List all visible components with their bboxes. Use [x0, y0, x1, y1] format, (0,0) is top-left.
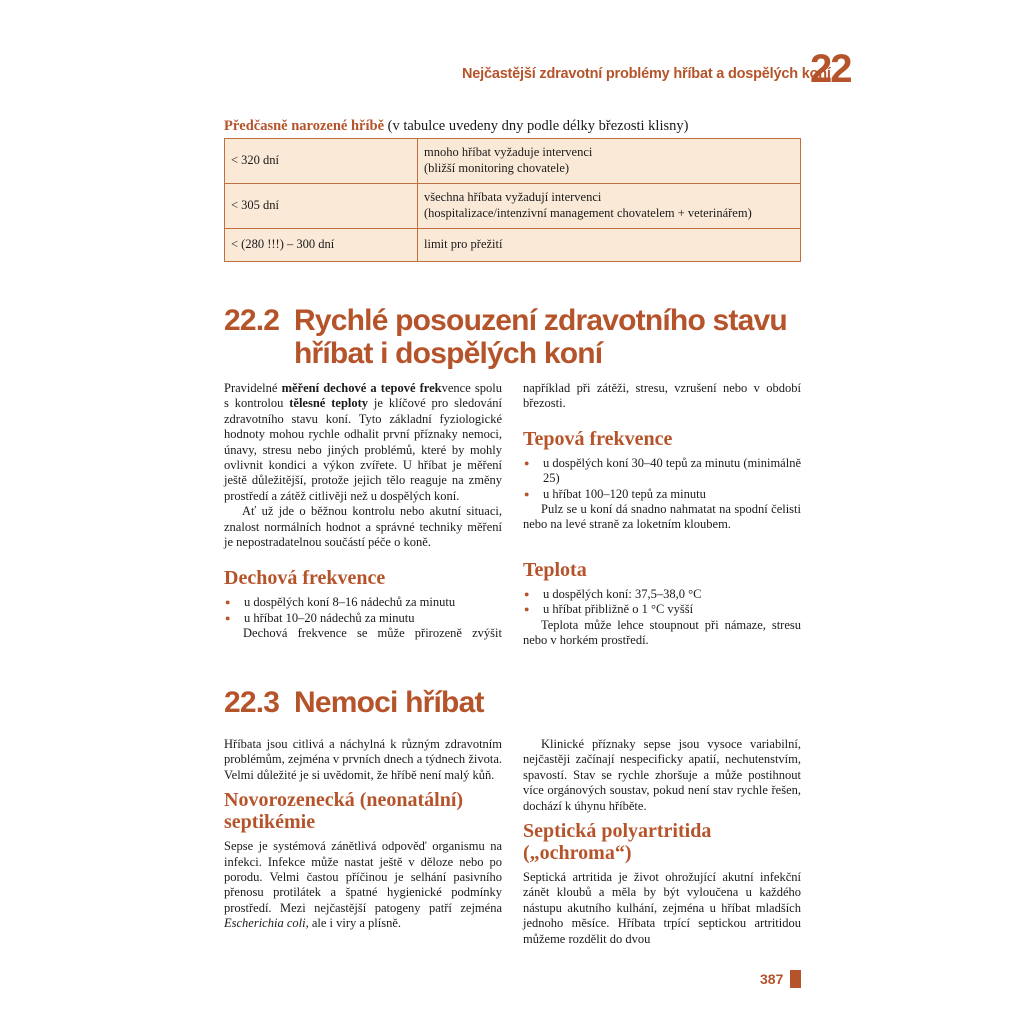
polyarthritis-paragraph: Septická artritida je život ohrožující akutní infekční zánět kloubů a měla by být vyloučena u každého nástupu akutního kulhání, zejména u hříbat mladších jednoho měsíce. Hříbata trpící septickou artritidou můžeme rozdělit do dvou — [523, 870, 801, 946]
table-cell-term: < (280 !!!) – 300 dní — [225, 229, 418, 262]
list-item: ● u hříbat 100–120 tepů za minutu — [523, 487, 801, 502]
subheading-sepsis: Novorozenecká (neonatální) septikémie — [224, 789, 464, 834]
list-item: ● u hříbat přibližně o 1 °C vyšší — [523, 602, 801, 617]
table-caption — [224, 118, 688, 135]
temperature-list — [523, 587, 801, 618]
table-cell-term: < 320 dní — [225, 139, 418, 184]
paragraph: Ať už jde o běžnou kontrolu nebo akutní situaci, znalost normálních hodnot a správné techniky měření je nepostradatelnou součástí péče o koně. — [224, 504, 502, 550]
temperature-note: Teplota může lehce stoupnout při námaze, stresu nebo v horkém prostředí. — [523, 617, 801, 648]
page-number: 387 — [760, 971, 784, 987]
table-cell-description: všechna hříbata vyžadují intervenci (hospitalizace/intenzivní management chovatelem + veterinářem) — [418, 184, 801, 229]
subheading-temperature: Teplota — [523, 558, 587, 581]
right-column-22-3 — [523, 737, 801, 947]
list-item: ● u dospělých koní: 37,5–38,0 °C — [523, 587, 801, 602]
left-column-22-2 — [224, 381, 502, 642]
chapter-number: 22 — [810, 47, 851, 91]
list-item: ● u dospělých koní 8–16 nádechů za minutu — [224, 595, 502, 610]
table-caption-bold: Předčasně narozené hříbě — [224, 118, 385, 134]
continuation-paragraph: například při zátěži, stresu, vzrušení nebo v období březosti. — [523, 381, 801, 411]
table-cell-term: < 305 dní — [225, 184, 418, 229]
premature-foal-table — [224, 138, 801, 262]
table-cell-description: limit pro přežití — [418, 229, 801, 262]
intro-paragraph: Hříbata jsou citlivá a náchylná k různým zdravotním problémům, zejména v prvních dnech a týdnech života. Velmi důležité je si uvědomit, že hříbě není malý kůň. — [224, 737, 502, 782]
section-title-line1: Rychlé posouzení zdravotního stavu — [294, 304, 787, 337]
clinical-signs-paragraph: Klinické příznaky sepse jsou vysoce variabilní, nejčastěji začínají nespecificky apatií, nechutenstvím, spavostí. Stav se rychle zhoršuje a může postihnout více orgánových soustav, pokud není stav rychle řešen, dochází k úhynu hříběte. — [523, 737, 801, 813]
left-column-22-3 — [224, 737, 502, 932]
pulse-note: Pulz se u koní dá snadno nahmatat na spodní čelisti nebo na levé straně za loketním kloubem. — [523, 502, 801, 532]
section-heading-22-3 — [224, 686, 484, 719]
section-heading-22-2 — [224, 304, 787, 370]
section-number: 22.3 — [224, 686, 280, 719]
sepsis-paragraph: Sepse je systémová zánětlivá odpověď organismu na infekci. Infekce může nastat ještě v děloze nebo po porodu. Velmi častou příčinou je selhání pasivního přenosu protilátek a špatné hygienické podmínky prostředí. Mezi nejčastější patogeny patří zejména Escherichia coli, ale i viry a plísně. — [224, 839, 502, 931]
subheading-breathing: Dechová frekvence — [224, 567, 386, 590]
list-item: ● u hříbat 10–20 nádechů za minutu — [224, 611, 502, 626]
pulse-list — [523, 456, 801, 502]
breathing-list — [224, 595, 502, 626]
table-row — [225, 139, 801, 184]
subheading-polyarthritis: Septická polyartritida („ochroma“) — [523, 820, 712, 865]
section-title-line2: hříbat i dospělých koní — [294, 337, 603, 370]
breathing-note: Dechová frekvence se může přirozeně zvýšit — [243, 626, 502, 641]
section-number: 22.2 — [224, 304, 280, 337]
right-column-22-2 — [523, 381, 801, 648]
running-title: Nejčastější zdravotní problémy hříbat a dospělých koní — [462, 66, 831, 82]
page-marker — [790, 970, 801, 988]
table-cell-description: mnoho hříbat vyžaduje intervenci (bližší monitoring chovatele) — [418, 139, 801, 184]
section-title: Nemoci hříbat — [294, 686, 484, 719]
table-row — [225, 229, 801, 262]
table-caption-rest: (v tabulce uvedeny dny podle délky březosti klisny) — [384, 118, 689, 134]
intro-paragraph: Pravidelné měření dechové a tepové frekvence spolu s kontrolou tělesné teploty je klíčové pro sledování zdravotního stavu koní. Tyto základní fyziologické hodnoty mohou rychle odhalit první příznaky nemoci, únavy, stresu nebo jiných problémů, které by mohly ovlivnit kondici a výkon zvířete. U hříbat je měření ještě důležitější, protože jejich tělo reaguje na změny prostředí a zátěž citlivěji než u dospělých koní. — [224, 381, 502, 503]
subheading-pulse: Tepová frekvence — [523, 427, 673, 450]
table-row — [225, 184, 801, 229]
list-item: ● u dospělých koní 30–40 tepů za minutu (minimálně 25) — [523, 456, 801, 487]
